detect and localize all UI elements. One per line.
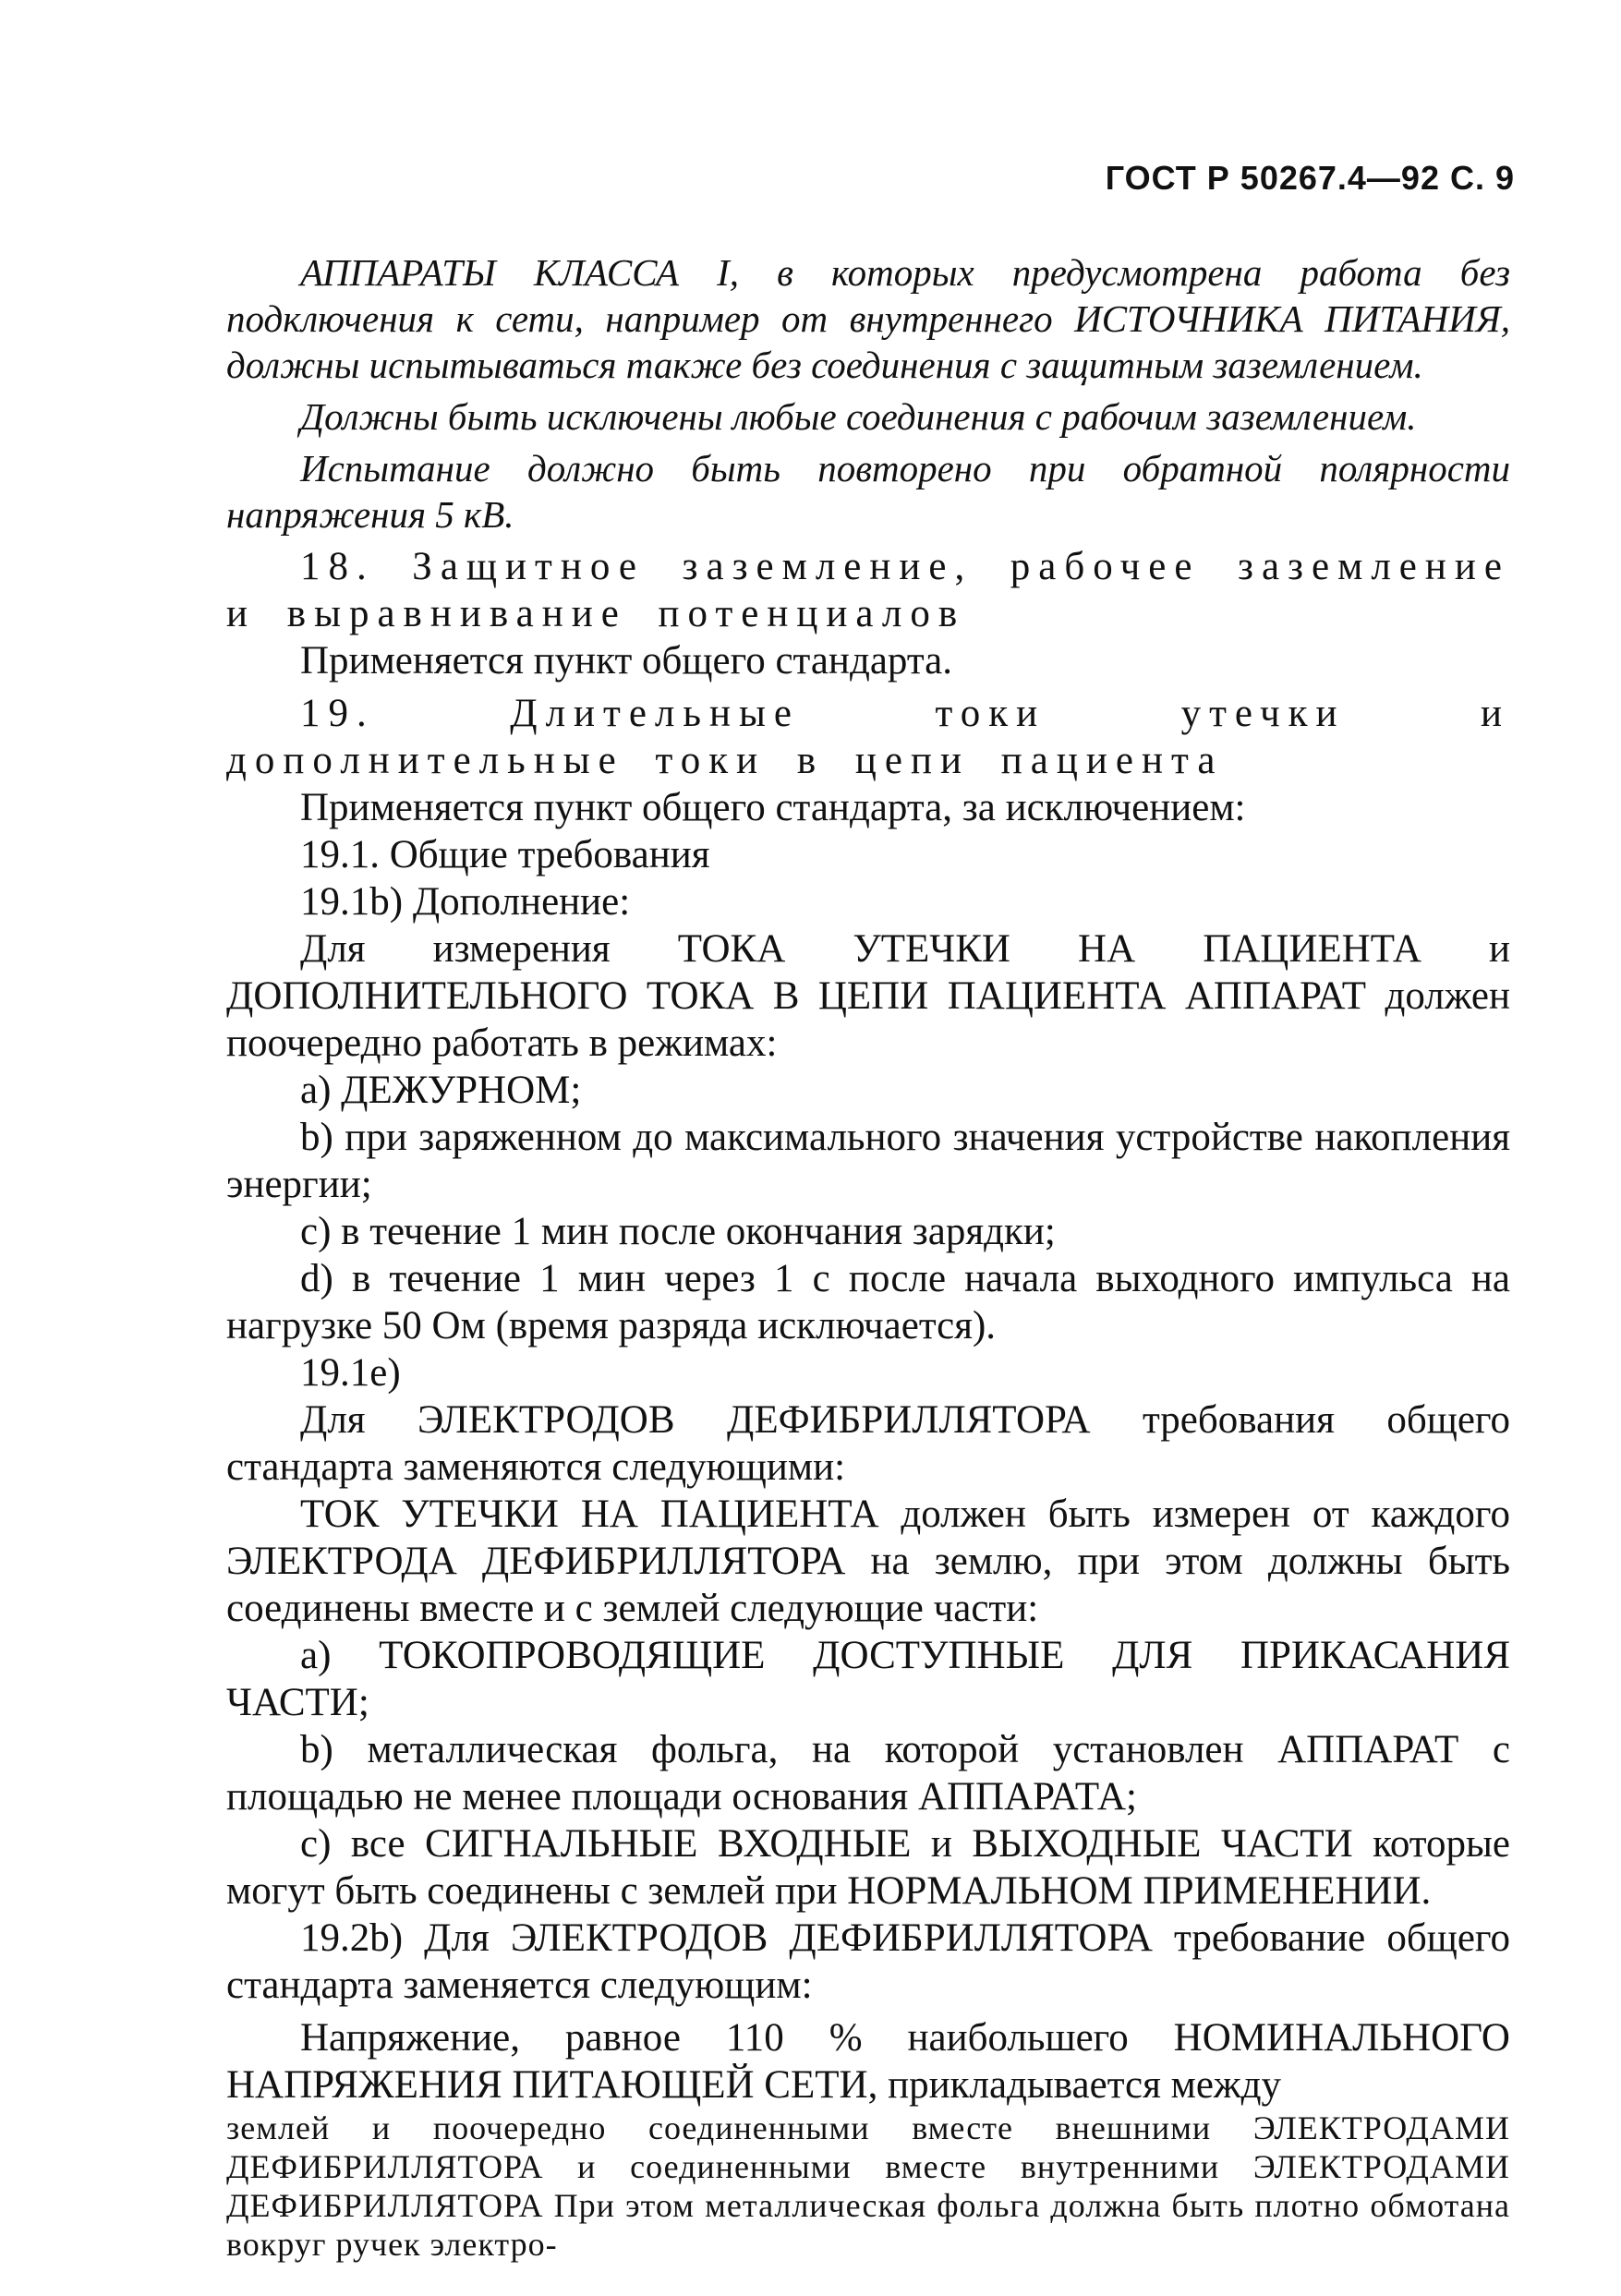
section-18-text: Применяется пункт общего стандарта. <box>300 639 952 683</box>
mode-item-b: b) при заряженном до максимального значения устройстве накопления энергии; <box>226 1116 1510 1206</box>
page-body <box>226 249 1510 2264</box>
section-18-heading: 18. Защитное заземление, рабочее заземление и выравнивание потенциалов <box>226 545 1510 635</box>
paragraph-working-earth: Должны быть исключены любые соединения с рабочим заземлением. <box>300 395 1417 438</box>
voltage-text-continued: землей и поочередно соединенными вместе внешними ЭЛЕКТРОДАМИ ДЕФИБРИЛЛЯТОРА и соединенными вместе внутренними ЭЛЕКТРОДАМИ ДЕФИБРИЛЛЯТОРА При этом металлическая фольга должна быть плотно обмотана вокруг ручек электро- <box>226 2109 1510 2263</box>
section-19-heading: 19. Длительные токи утечки и дополнительные токи в цепи пациента <box>226 692 1510 782</box>
mode-item-c: c) в течение 1 мин после окончания зарядки; <box>300 1210 1056 1253</box>
paragraph-reverse-polarity: Испытание должно быть повторено при обратной полярности напряжения 5 кВ. <box>226 447 1510 536</box>
section-19-1b-text: Для измерения ТОКА УТЕЧКИ НА ПАЦИЕНТА и ДОПОЛНИТЕЛЬНОГО ТОКА В ЦЕПИ ПАЦИЕНТА АППАРАТ должен поочередно работать в режимах: <box>226 927 1510 1065</box>
section-19-1e-heading: 19.1e) <box>300 1351 401 1395</box>
leakage-current-text: ТОК УТЕЧКИ НА ПАЦИЕНТА должен быть измерен от каждого ЭЛЕКТРОДА ДЕФИБРИЛЛЯТОРА на землю, при этом должны быть соединены вместе и с землей следующие части: <box>226 1492 1510 1630</box>
running-header: ГОСТ Р 50267.4—92 С. 9 <box>1105 159 1515 197</box>
part-item-b: b) металлическая фольга, на которой установлен АППАРАТ с площадью не менее площади основания АППАРАТА; <box>226 1728 1510 1819</box>
section-19-1-heading: 19.1. Общие требования <box>300 833 710 876</box>
section-19-text: Применяется пункт общего стандарта, за исключением: <box>300 786 1246 829</box>
mode-item-a: a) ДЕЖУРНОМ; <box>300 1069 582 1112</box>
part-item-c: c) все СИГНАЛЬНЫЕ ВХОДНЫЕ и ВЫХОДНЫЕ ЧАСТИ которые могут быть соединены с землей при НОРМАЛЬНОМ ПРИМЕНЕНИИ. <box>226 1822 1510 1913</box>
section-19-1e-text: Для ЭЛЕКТРОДОВ ДЕФИБРИЛЛЯТОРА требования общего стандарта заменяются следующими: <box>226 1398 1510 1489</box>
section-19-2b-text: 19.2b) Для ЭЛЕКТРОДОВ ДЕФИБРИЛЛЯТОРА требование общего стандарта заменяется следующим: <box>226 1916 1510 2007</box>
voltage-text: Напряжение, равное 110 % наибольшего НОМИНАЛЬНОГО НАПРЯЖЕНИЯ ПИТАЮЩЕЙ СЕТИ, прикладывается между <box>226 2016 1510 2107</box>
mode-item-d: d) в течение 1 мин через 1 с после начала выходного импульса на нагрузке 50 Ом (время разряда исключается). <box>226 1257 1510 1347</box>
paragraph-class-i: АППАРАТЫ КЛАССА I, в которых предусмотрена работа без подключения к сети, например от внутреннего ИСТОЧНИКА ПИТАНИЯ, должны испытываться также без соединения с защитным заземлением. <box>226 251 1510 386</box>
part-item-a: a) ТОКОПРОВОДЯЩИЕ ДОСТУПНЫЕ ДЛЯ ПРИКАСАНИЯ ЧАСТИ; <box>226 1634 1510 1724</box>
section-19-1b-heading: 19.1b) Дополнение: <box>300 880 631 924</box>
